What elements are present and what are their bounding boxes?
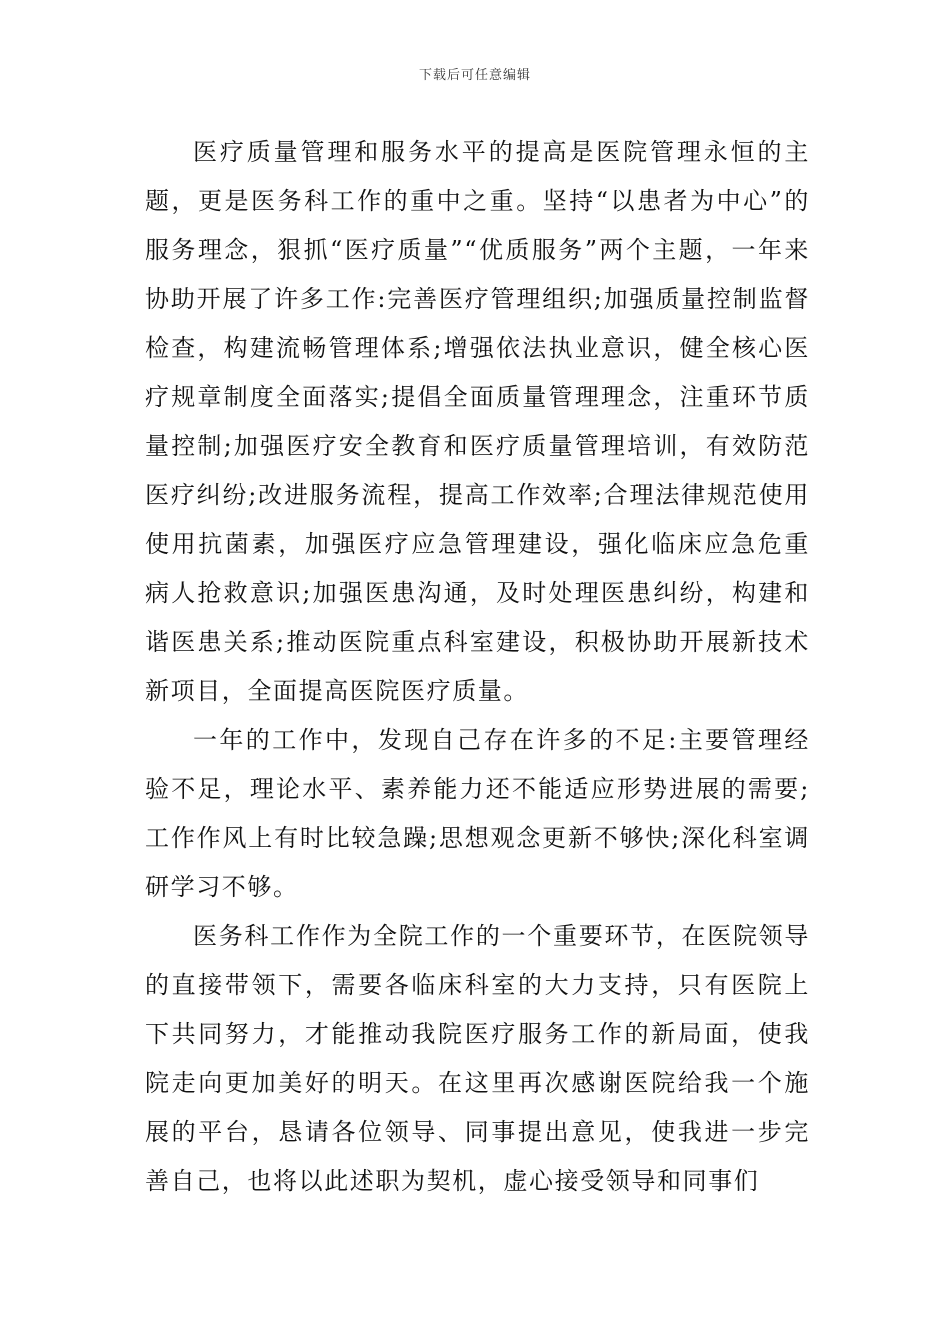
paragraph-closing: 医务科工作作为全院工作的一个重要环节，在医院领导的直接带领下，需要各临床科室的大力支持，只有医院上下共同努力，才能推动我院医疗服务工作的新局面，使我院走向更加美好的明天。在这里再次感谢医院给我一个施展的平台，恳请各位领导、同事提出意见，使我进一步完善自己，也将以此述职为契机，虚心接受领导和同事们 bbox=[145, 922, 810, 1195]
page-header: 下载后可任意编辑 bbox=[418, 68, 531, 83]
paragraph-shortcomings: 一年的工作中，发现自己存在许多的不足:主要管理经验不足，理论水平、素养能力还不能适应形势进展的需要;工作作风上有时比较急躁;思想观念更新不够快;深化科室调研学习不够。 bbox=[145, 726, 810, 901]
paragraph-quality-management: 医疗质量管理和服务水平的提高是医院管理永恒的主题，更是医务科工作的重中之重。坚持“以患者为中心”的服务理念，狠抓“医疗质量”“优质服务”两个主题，一年来协助开展了许多工作:完善医疗管理组织;加强质量控制监督检查，构建流畅管理体系;增强依法执业意识，健全核心医疗规章制度全面落实;提倡全面质量管理理念，注重环节质量控制;加强医疗安全教育和医疗质量管理培训，有效防范医疗纠纷;改进服务流程，提高工作效率;合理法律规范使用使用抗菌素，加强医疗应急管理建设，强化临床应急危重病人抢救意识;加强医患沟通，及时处理医患纠纷，构建和谐医患关系;推动医院重点科室建设，积极协助开展新技术新项目，全面提高医院医疗质量。 bbox=[145, 138, 810, 705]
document-body bbox=[145, 128, 810, 1206]
